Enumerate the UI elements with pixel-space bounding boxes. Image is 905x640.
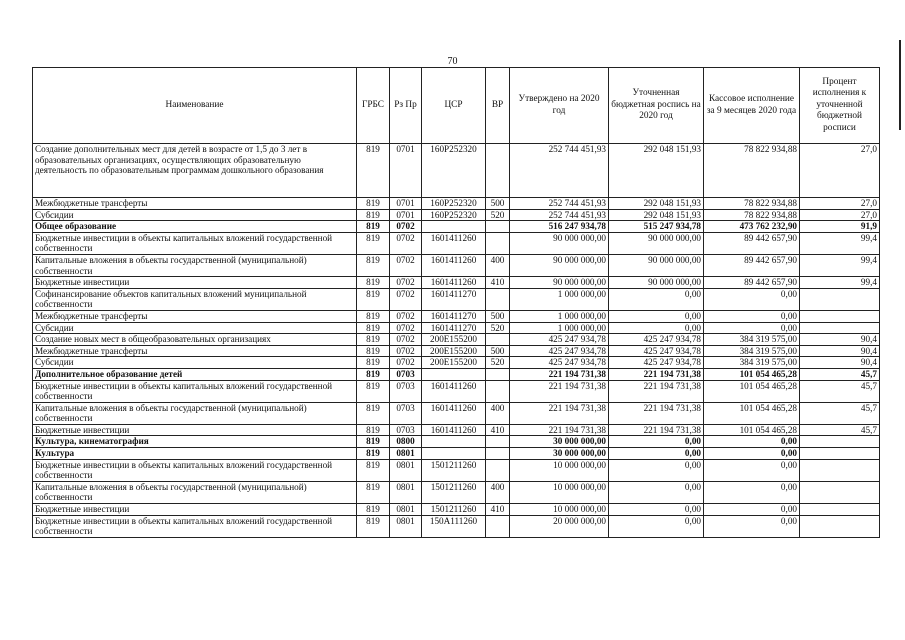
cell-name: Общее образование (33, 221, 357, 233)
header-percent: Процент исполнения к уточненной бюджетной росписи (800, 68, 880, 144)
cell-refined: 292 048 151,93 (609, 198, 704, 210)
cell-approved: 221 194 731,38 (510, 424, 609, 436)
cell-grbs: 819 (357, 515, 390, 537)
cell-cash: 101 054 465,28 (704, 380, 800, 402)
cell-csr: 150A111260 (422, 515, 486, 537)
cell-cash: 0,00 (704, 515, 800, 537)
cell-approved: 516 247 934,78 (510, 221, 609, 233)
cell-name: Бюджетные инвестиции в объекты капитальных вложений государственной собственности (33, 232, 357, 254)
table-row (33, 288, 880, 310)
table-row (33, 424, 880, 436)
cell-percent: 45,7 (800, 380, 880, 402)
cell-csr: 200E155200 (422, 334, 486, 346)
cell-vr (486, 221, 510, 233)
cell-percent (800, 504, 880, 516)
cell-rzpr: 0702 (390, 277, 422, 289)
cell-vr: 520 (486, 322, 510, 334)
cell-csr: 160P252320 (422, 198, 486, 210)
cell-name: Бюджетные инвестиции в объекты капитальных вложений государственной собственности (33, 515, 357, 537)
cell-csr: 200E155200 (422, 345, 486, 357)
table-row (33, 368, 880, 380)
cell-rzpr: 0801 (390, 504, 422, 516)
cell-approved: 90 000 000,00 (510, 232, 609, 254)
cell-rzpr: 0701 (390, 144, 422, 198)
table-row (33, 221, 880, 233)
cell-cash: 384 319 575,00 (704, 334, 800, 346)
cell-refined: 221 194 731,38 (609, 424, 704, 436)
cell-percent (800, 310, 880, 322)
cell-cash: 0,00 (704, 288, 800, 310)
cell-csr (422, 221, 486, 233)
cell-approved: 10 000 000,00 (510, 481, 609, 503)
cell-cash: 101 054 465,28 (704, 424, 800, 436)
cell-grbs: 819 (357, 481, 390, 503)
table-header-row (33, 68, 880, 144)
cell-vr (486, 515, 510, 537)
cell-grbs: 819 (357, 345, 390, 357)
cell-grbs: 819 (357, 357, 390, 369)
cell-cash: 0,00 (704, 436, 800, 448)
cell-csr: 1501211260 (422, 459, 486, 481)
table-row (33, 504, 880, 516)
cell-approved: 10 000 000,00 (510, 459, 609, 481)
cell-grbs: 819 (357, 424, 390, 436)
cell-percent: 45,7 (800, 402, 880, 424)
cell-refined: 221 194 731,38 (609, 402, 704, 424)
cell-cash: 78 822 934,88 (704, 144, 800, 198)
header-refined: Уточненная бюджетная роспись на 2020 год (609, 68, 704, 144)
cell-csr: 200E155200 (422, 357, 486, 369)
cell-name: Субсидии (33, 357, 357, 369)
cell-csr: 160P252320 (422, 209, 486, 221)
cell-vr (486, 380, 510, 402)
table-row (33, 448, 880, 460)
cell-approved: 425 247 934,78 (510, 357, 609, 369)
cell-cash: 101 054 465,28 (704, 368, 800, 380)
cell-cash: 89 442 657,90 (704, 254, 800, 276)
cell-csr: 1601411260 (422, 402, 486, 424)
cell-percent: 27,0 (800, 209, 880, 221)
cell-vr: 500 (486, 198, 510, 210)
cell-csr: 1501211260 (422, 504, 486, 516)
cell-percent: 99,4 (800, 254, 880, 276)
cell-grbs: 819 (357, 198, 390, 210)
cell-percent: 91,9 (800, 221, 880, 233)
table-row (33, 402, 880, 424)
cell-percent: 99,4 (800, 232, 880, 254)
cell-vr (486, 459, 510, 481)
cell-vr: 410 (486, 277, 510, 289)
cell-vr (486, 288, 510, 310)
cell-approved: 90 000 000,00 (510, 254, 609, 276)
cell-name: Бюджетные инвестиции (33, 424, 357, 436)
cell-grbs: 819 (357, 448, 390, 460)
cell-grbs: 819 (357, 380, 390, 402)
cell-refined: 221 194 731,38 (609, 380, 704, 402)
cell-grbs: 819 (357, 144, 390, 198)
cell-percent: 27,0 (800, 198, 880, 210)
cell-csr (422, 448, 486, 460)
cell-approved: 10 000 000,00 (510, 504, 609, 516)
cell-csr (422, 368, 486, 380)
cell-refined: 0,00 (609, 515, 704, 537)
cell-grbs: 819 (357, 254, 390, 276)
cell-refined: 0,00 (609, 310, 704, 322)
cell-refined: 90 000 000,00 (609, 232, 704, 254)
table-row (33, 144, 880, 198)
cell-refined: 0,00 (609, 436, 704, 448)
cell-rzpr: 0703 (390, 368, 422, 380)
cell-name: Создание дополнительных мест для детей в возрасте от 1,5 до 3 лет в образовательных организациях, осуществляющих образовательную деятельность по образовательным программам дошкольного образования (33, 144, 357, 198)
cell-vr: 500 (486, 310, 510, 322)
cell-csr: 1601411270 (422, 288, 486, 310)
table-row (33, 515, 880, 537)
cell-csr: 1601411260 (422, 254, 486, 276)
table-row (33, 198, 880, 210)
table-row (33, 254, 880, 276)
cell-grbs: 819 (357, 310, 390, 322)
cell-rzpr: 0801 (390, 448, 422, 460)
table-row (33, 357, 880, 369)
cell-refined: 515 247 934,78 (609, 221, 704, 233)
cell-percent (800, 322, 880, 334)
cell-grbs: 819 (357, 459, 390, 481)
cell-rzpr: 0702 (390, 345, 422, 357)
cell-approved: 221 194 731,38 (510, 402, 609, 424)
cell-name: Бюджетные инвестиции в объекты капитальных вложений государственной собственности (33, 459, 357, 481)
cell-approved: 1 000 000,00 (510, 288, 609, 310)
cell-vr: 500 (486, 345, 510, 357)
cell-grbs: 819 (357, 402, 390, 424)
cell-approved: 90 000 000,00 (510, 277, 609, 289)
table-row (33, 481, 880, 503)
cell-percent (800, 481, 880, 503)
cell-rzpr: 0702 (390, 254, 422, 276)
cell-cash: 473 762 232,90 (704, 221, 800, 233)
cell-rzpr: 0702 (390, 232, 422, 254)
cell-vr: 520 (486, 209, 510, 221)
cell-rzpr: 0800 (390, 436, 422, 448)
cell-rzpr: 0801 (390, 481, 422, 503)
cell-percent: 90,4 (800, 357, 880, 369)
cell-cash: 384 319 575,00 (704, 357, 800, 369)
cell-name: Бюджетные инвестиции (33, 504, 357, 516)
cell-rzpr: 0702 (390, 357, 422, 369)
cell-refined: 425 247 934,78 (609, 345, 704, 357)
cell-cash: 0,00 (704, 481, 800, 503)
cell-rzpr: 0703 (390, 424, 422, 436)
budget-table (32, 67, 880, 538)
cell-approved: 20 000 000,00 (510, 515, 609, 537)
cell-percent (800, 459, 880, 481)
cell-rzpr: 0702 (390, 322, 422, 334)
cell-grbs: 819 (357, 504, 390, 516)
table-row (33, 334, 880, 346)
cell-csr: 1601411260 (422, 277, 486, 289)
table-row (33, 232, 880, 254)
cell-refined: 0,00 (609, 504, 704, 516)
header-approved: Утверждено на 2020 год (510, 68, 609, 144)
cell-grbs: 819 (357, 232, 390, 254)
cell-csr: 1601411260 (422, 232, 486, 254)
cell-vr: 400 (486, 402, 510, 424)
cell-name: Межбюджетные трансферты (33, 198, 357, 210)
cell-percent: 90,4 (800, 345, 880, 357)
cell-rzpr: 0702 (390, 288, 422, 310)
cell-name: Капитальные вложения в объекты государственной (муниципальной) собственности (33, 481, 357, 503)
cell-cash: 0,00 (704, 310, 800, 322)
cell-percent (800, 288, 880, 310)
cell-refined: 292 048 151,93 (609, 144, 704, 198)
cell-name: Бюджетные инвестиции (33, 277, 357, 289)
cell-rzpr: 0701 (390, 198, 422, 210)
cell-vr: 410 (486, 504, 510, 516)
scan-edge-mark (899, 40, 901, 130)
table-row (33, 380, 880, 402)
cell-percent: 27,0 (800, 144, 880, 198)
cell-rzpr: 0703 (390, 402, 422, 424)
cell-approved: 425 247 934,78 (510, 334, 609, 346)
cell-rzpr: 0702 (390, 334, 422, 346)
cell-refined: 292 048 151,93 (609, 209, 704, 221)
cell-cash: 89 442 657,90 (704, 277, 800, 289)
cell-percent (800, 515, 880, 537)
cell-refined: 0,00 (609, 459, 704, 481)
cell-cash: 101 054 465,28 (704, 402, 800, 424)
header-name: Наименование (33, 68, 357, 144)
header-grbs: ГРБС (357, 68, 390, 144)
cell-approved: 221 194 731,38 (510, 380, 609, 402)
cell-refined: 425 247 934,78 (609, 334, 704, 346)
cell-approved: 252 744 451,93 (510, 209, 609, 221)
cell-approved: 252 744 451,93 (510, 144, 609, 198)
cell-vr: 410 (486, 424, 510, 436)
cell-grbs: 819 (357, 368, 390, 380)
cell-approved: 252 744 451,93 (510, 198, 609, 210)
table-row (33, 322, 880, 334)
cell-name: Капитальные вложения в объекты государственной (муниципальной) собственности (33, 254, 357, 276)
cell-rzpr: 0703 (390, 380, 422, 402)
table-row (33, 310, 880, 322)
cell-cash: 0,00 (704, 448, 800, 460)
cell-vr (486, 144, 510, 198)
cell-vr: 400 (486, 254, 510, 276)
table-row (33, 345, 880, 357)
cell-cash: 89 442 657,90 (704, 232, 800, 254)
cell-grbs: 819 (357, 277, 390, 289)
cell-percent (800, 448, 880, 460)
cell-vr (486, 232, 510, 254)
cell-vr (486, 436, 510, 448)
cell-csr: 1601411270 (422, 310, 486, 322)
cell-vr (486, 368, 510, 380)
cell-name: Межбюджетные трансферты (33, 345, 357, 357)
cell-cash: 78 822 934,88 (704, 198, 800, 210)
cell-refined: 90 000 000,00 (609, 277, 704, 289)
cell-rzpr: 0702 (390, 310, 422, 322)
cell-grbs: 819 (357, 221, 390, 233)
cell-grbs: 819 (357, 288, 390, 310)
cell-vr (486, 448, 510, 460)
cell-vr (486, 334, 510, 346)
cell-approved: 425 247 934,78 (510, 345, 609, 357)
cell-name: Субсидии (33, 322, 357, 334)
cell-name: Бюджетные инвестиции в объекты капитальных вложений государственной собственности (33, 380, 357, 402)
cell-name: Субсидии (33, 209, 357, 221)
header-rzpr: Рз Пр (390, 68, 422, 144)
cell-csr: 1501211260 (422, 481, 486, 503)
cell-csr: 1601411270 (422, 322, 486, 334)
cell-name: Межбюджетные трансферты (33, 310, 357, 322)
cell-name: Культура (33, 448, 357, 460)
cell-name: Дополнительное образование детей (33, 368, 357, 380)
cell-cash: 0,00 (704, 459, 800, 481)
cell-name: Культура, кинематография (33, 436, 357, 448)
cell-approved: 1 000 000,00 (510, 310, 609, 322)
page-number: 70 (447, 56, 458, 67)
cell-grbs: 819 (357, 209, 390, 221)
cell-approved: 221 194 731,38 (510, 368, 609, 380)
table-body (33, 144, 880, 538)
cell-percent (800, 436, 880, 448)
header-csr: ЦСР (422, 68, 486, 144)
table-row (33, 459, 880, 481)
cell-refined: 221 194 731,38 (609, 368, 704, 380)
cell-percent: 90,4 (800, 334, 880, 346)
cell-approved: 30 000 000,00 (510, 436, 609, 448)
cell-rzpr: 0801 (390, 515, 422, 537)
cell-approved: 30 000 000,00 (510, 448, 609, 460)
cell-csr: 1601411260 (422, 380, 486, 402)
cell-vr: 520 (486, 357, 510, 369)
cell-grbs: 819 (357, 436, 390, 448)
table-row (33, 436, 880, 448)
cell-percent: 99,4 (800, 277, 880, 289)
cell-grbs: 819 (357, 322, 390, 334)
cell-grbs: 819 (357, 334, 390, 346)
cell-approved: 1 000 000,00 (510, 322, 609, 334)
cell-refined: 0,00 (609, 322, 704, 334)
cell-percent: 45,7 (800, 368, 880, 380)
cell-refined: 90 000 000,00 (609, 254, 704, 276)
cell-rzpr: 0702 (390, 221, 422, 233)
cell-rzpr: 0701 (390, 209, 422, 221)
cell-csr: 160P252320 (422, 144, 486, 198)
cell-vr: 400 (486, 481, 510, 503)
table-row (33, 209, 880, 221)
header-cash: Кассовое исполнение за 9 месяцев 2020 года (704, 68, 800, 144)
cell-cash: 78 822 934,88 (704, 209, 800, 221)
cell-cash: 0,00 (704, 504, 800, 516)
cell-refined: 425 247 934,78 (609, 357, 704, 369)
cell-csr: 1601411260 (422, 424, 486, 436)
header-vr: ВР (486, 68, 510, 144)
table-row (33, 277, 880, 289)
cell-cash: 0,00 (704, 322, 800, 334)
cell-percent: 45,7 (800, 424, 880, 436)
cell-csr (422, 436, 486, 448)
cell-name: Создание новых мест в общеобразовательных организациях (33, 334, 357, 346)
cell-refined: 0,00 (609, 288, 704, 310)
cell-rzpr: 0801 (390, 459, 422, 481)
cell-name: Капитальные вложения в объекты государственной (муниципальной) собственности (33, 402, 357, 424)
cell-cash: 384 319 575,00 (704, 345, 800, 357)
cell-refined: 0,00 (609, 448, 704, 460)
cell-name: Софинансирование объектов капитальных вложений муниципальной собственности (33, 288, 357, 310)
cell-refined: 0,00 (609, 481, 704, 503)
